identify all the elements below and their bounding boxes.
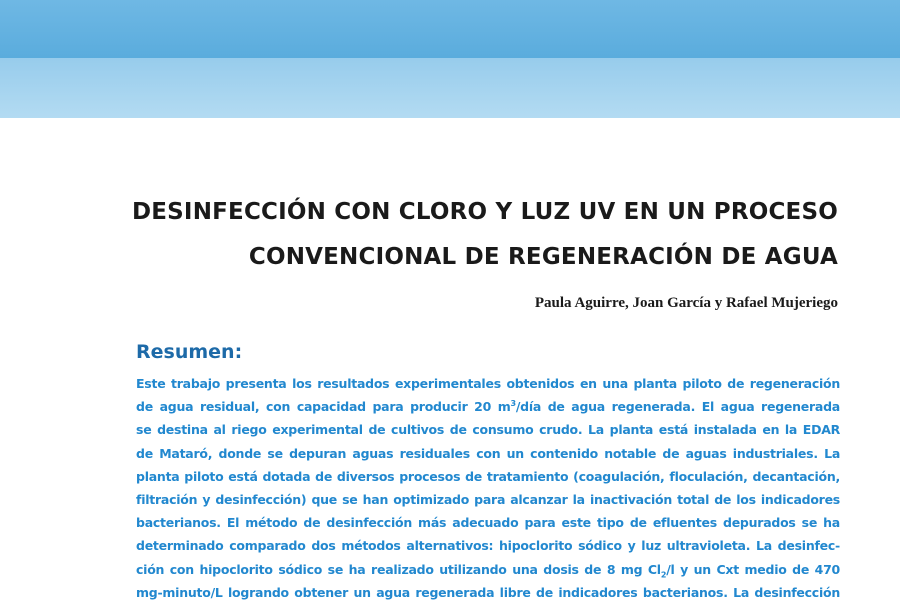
abstract-body [136, 372, 840, 604]
superscript-3: 3 [510, 399, 516, 409]
title-line-1: DESINFECCIÓN CON CLORO Y LUZ UV EN UN PROCESO [131, 199, 838, 225]
abstract-line: ción con hipoclorito sódico se ha realizado utilizando una dosis de 8 mg $Cl_2/l$ y un Cxt medio de 470 [136, 561, 840, 580]
article-authors: Paula Aguirre, Joan García y Rafael Mujeriego [534, 295, 838, 311]
abstract-line: bacterianos. El método de desinfección más adecuado para este tipo de efluentes depurados se ha [136, 515, 840, 531]
abstract-line: mg-minuto/L logrando obtener un agua regenerada libre de indicadores bacterianos. La desinfección [136, 584, 840, 600]
abstract-heading: Resumen: [136, 341, 243, 363]
abstract-line: de Mataró, donde se depuran aguas residuales con un contenido notable de aguas industriales. La [136, 445, 840, 461]
title-line-2: CONVENCIONAL DE REGENERACIÓN DE AGUA [248, 244, 838, 270]
abstract-line: de agua residual, con capacidad para producir 20 $m^3$/día de agua regenerada. El agua regenerada [136, 399, 840, 415]
subscript-2: 2 [660, 570, 667, 580]
article-title [0, 190, 838, 280]
abstract-line: se destina al riego experimental de cultivos de consumo crudo. La planta está instalada en la EDAR [136, 422, 840, 438]
header-band-bottom [0, 58, 900, 118]
abstract-line: Este trabajo presenta los resultados experimentales obtenidos en una planta piloto de regeneración [136, 376, 840, 391]
header-banner [0, 0, 900, 118]
abstract-line: planta piloto está dotada de diversos procesos de tratamiento (coagulación, floculación, decantación, [136, 468, 840, 484]
abstract-line: filtración y desinfección) que se han optimizado para alcanzar la inactivación total de los indicadores [136, 492, 840, 508]
header-band-top [0, 0, 900, 58]
abstract-line: determinado comparado dos métodos alternativos: hipoclorito sódico y luz ultravioleta. La desinfec- [136, 538, 840, 554]
